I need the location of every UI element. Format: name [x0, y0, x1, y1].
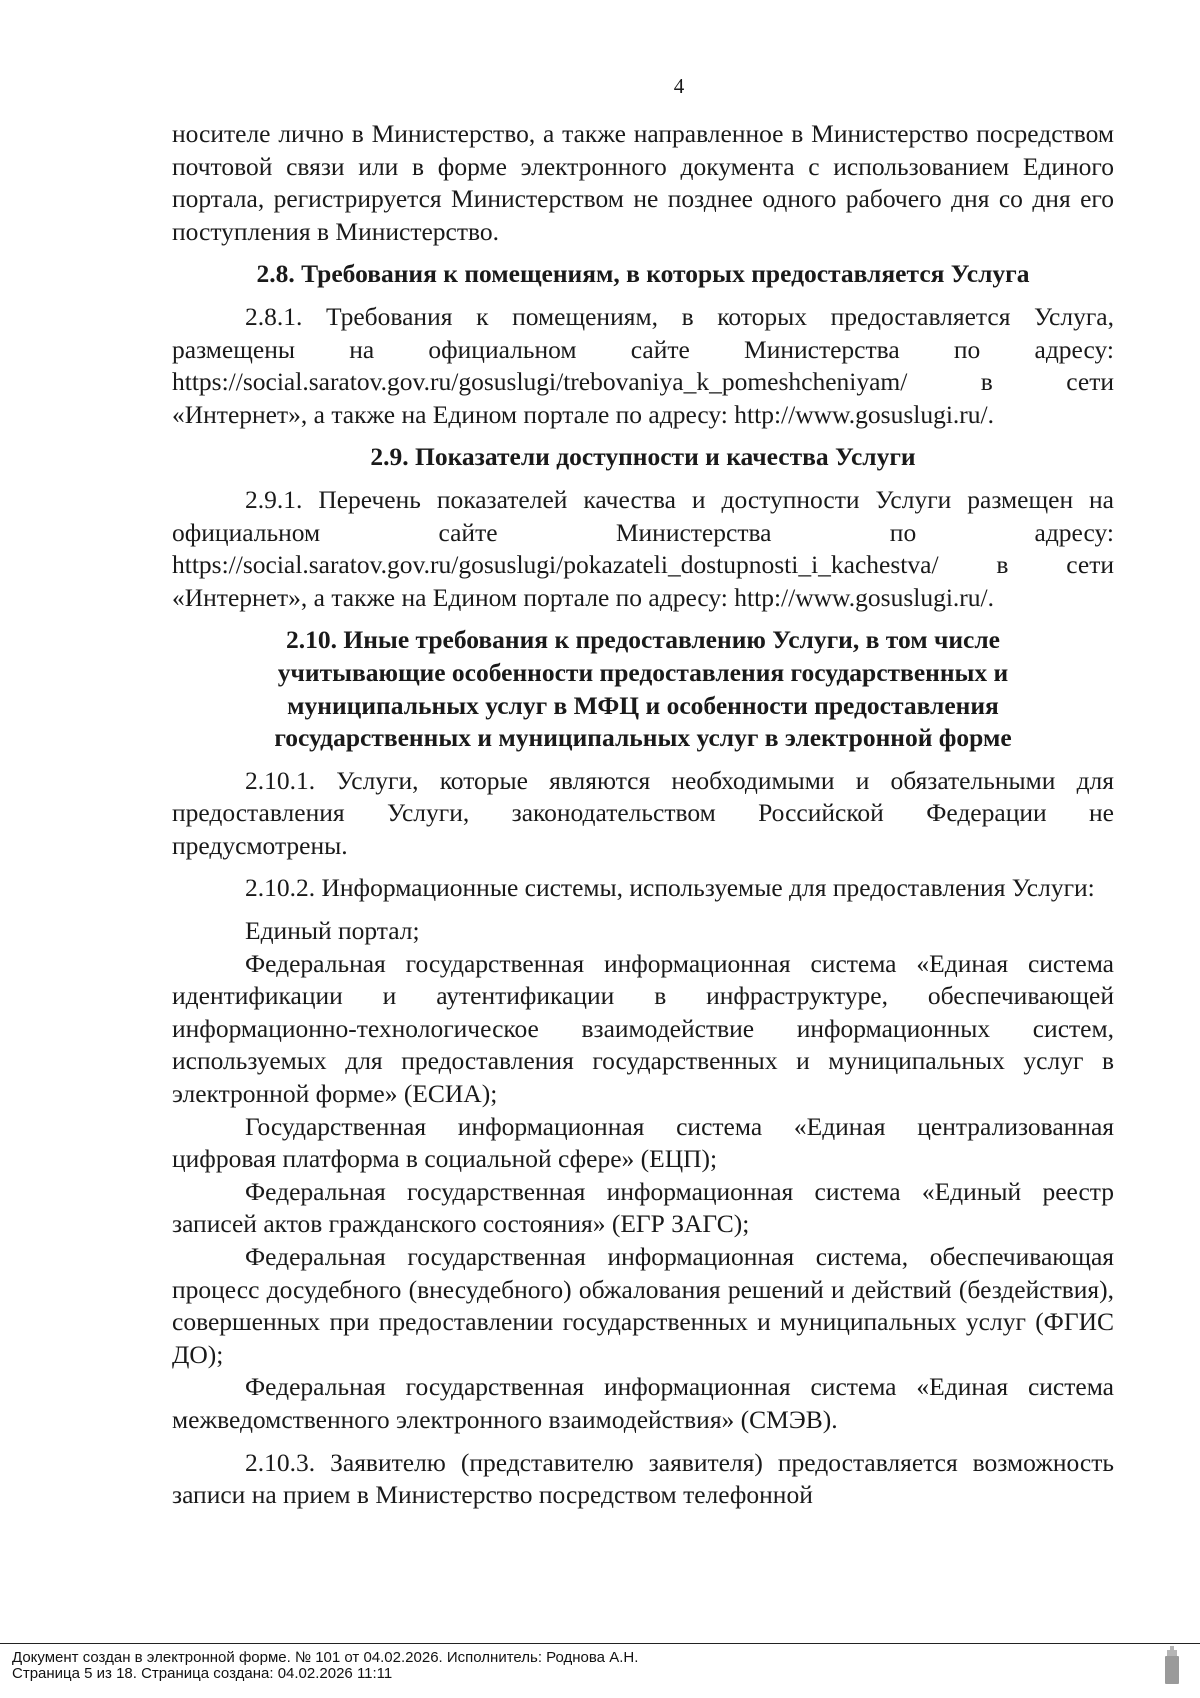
list-item-smev: Федеральная государственная информационная система «Единая система межведомственного электронного взаимодействия» (СМЭВ). — [172, 1372, 1114, 1434]
coat-of-arms-icon — [1162, 1646, 1182, 1686]
paragraph-2-10-2: 2.10.2. Информационные системы, используемые для предоставления Услуги: — [245, 873, 1095, 903]
section-heading-2-8: 2.8. Требования к помещениям, в которых предоставляется Услуга — [256, 259, 1030, 289]
section-heading-2-10: 2.10. Иные требования к предоставлению Услуги, в том числе учитывающие особенности предоставления государственных и муниципальных услуг в МФЦ и особенности предоставления государственных и муниципальных услуг в электронной форме — [274, 625, 1012, 753]
list-item-single-portal: Единый портал; — [245, 916, 420, 946]
paragraph-2-10-3: 2.10.3. Заявителю (представителю заявителя) предоставляется возможность записи на прием в Министерство посредством телефонной — [172, 1447, 1114, 1510]
footer-line-2: Страница 5 из 18. Страница создана: 04.02.2026 11:11 — [12, 1665, 393, 1682]
paragraph-2-10-1: 2.10.1. Услуги, которые являются необходимыми и обязательными для предоставления Услуги, законодательством Российской Федерации не предусмотрены. — [172, 765, 1114, 860]
footer-line-1: Документ создан в электронной форме. № 101 от 04.02.2026. Исполнитель: Роднова А.Н. — [12, 1649, 639, 1666]
footer-divider — [0, 1643, 1200, 1644]
paragraph-2-9-1: 2.9.1. Перечень показателей качества и доступности Услуги размещен на официальном сайте Министерства по адресу: https://social.saratov.gov.ru/gosuslugi/pokazateli_dostupnosti_i_kachestva/ в сети «Интернет», а также на Едином портале по адресу: http://www.gosuslugi.ru/. — [172, 484, 1114, 612]
list-item-esia: Федеральная государственная информационная система «Единая система идентификации и аутентификации в инфраструктуре, обеспечивающей информационно-технологическое взаимодействие информационных систем, используемых для предоставления государственных и муниципальных услуг в электронной форме» (ЕСИА); — [172, 948, 1114, 1109]
document-body — [172, 118, 1114, 1512]
list-item-fgis-do: Федеральная государственная информационная система, обеспечивающая процесс досудебного (внесудебного) обжалования решений и действий (бездействия), совершенных при предоставлении государственных и муниципальных услуг (ФГИС ДО); — [172, 1242, 1114, 1369]
paragraph: носителе лично в Министерство, а также направленное в Министерство посредством почтовой связи или в форме электронного документа с использованием Единого портала, регистрируется Министерством не позднее одного рабочего дня со дня его поступления в Министерство. — [172, 119, 1114, 246]
section-heading-2-9: 2.9. Показатели доступности и качества Услуги — [370, 442, 916, 472]
page-number: 4 — [673, 74, 685, 98]
document-footer — [12, 1650, 1162, 1682]
list-item-egr-zags: Федеральная государственная информационная система «Единый реестр записей актов гражданского состояния» (ЕГР ЗАГС); — [172, 1176, 1114, 1239]
paragraph-2-8-1: 2.8.1. Требования к помещениям, в которых предоставляется Услуга, размещены на официальном сайте Министерства по адресу: https://social.saratov.gov.ru/gosuslugi/trebovaniya_k_pomeshcheniyam/ в сети «Интернет», а также на Едином портале по адресу: http://www.gosuslugi.ru/. — [172, 301, 1114, 429]
list-item-ecp: Государственная информационная система «Единая централизованная цифровая платформа в социальной сфере» (ЕЦП); — [172, 1111, 1114, 1174]
